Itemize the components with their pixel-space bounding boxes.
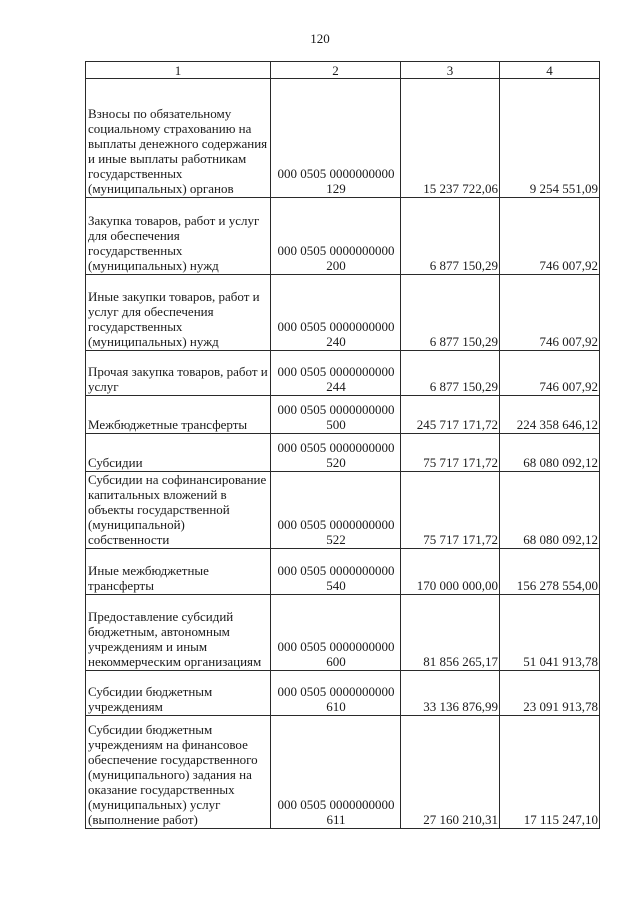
code-expense-type: 129 <box>326 181 346 196</box>
code-expense-type: 610 <box>326 699 346 714</box>
row-name: Взносы по обязательному социальному страхованию на выплаты денежного содержания и иные выплаты работникам государственных (муниципальных) органов <box>86 79 271 198</box>
code-expense-type: 244 <box>326 379 346 394</box>
row-value-col4: 68 080 092,12 <box>500 472 600 549</box>
table-row <box>86 79 600 198</box>
table-row <box>86 595 600 671</box>
code-classifier: 000 0505 0000000000 <box>277 440 395 455</box>
row-value-col3: 81 856 265,17 <box>401 595 500 671</box>
table-row <box>86 198 600 275</box>
row-value-col3: 170 000 000,00 <box>401 549 500 595</box>
code-classifier: 000 0505 0000000000 <box>277 684 395 699</box>
code-classifier: 000 0505 0000000000 <box>277 402 395 417</box>
row-code <box>271 549 401 595</box>
row-value-col3: 245 717 171,72 <box>401 396 500 434</box>
table-row <box>86 671 600 716</box>
row-value-col4: 746 007,92 <box>500 198 600 275</box>
code-expense-type: 611 <box>326 812 346 827</box>
row-code <box>271 351 401 396</box>
row-name: Предоставление субсидий бюджетным, автономным учреждениям и иным некоммерческим организациям <box>86 595 271 671</box>
row-value-col4: 746 007,92 <box>500 275 600 351</box>
code-expense-type: 200 <box>326 258 346 273</box>
row-value-col3: 6 877 150,29 <box>401 351 500 396</box>
row-value-col3: 75 717 171,72 <box>401 472 500 549</box>
row-name: Иные межбюджетные трансферты <box>86 549 271 595</box>
code-classifier: 000 0505 0000000000 <box>277 319 395 334</box>
row-value-col3: 15 237 722,06 <box>401 79 500 198</box>
row-value-col4: 746 007,92 <box>500 351 600 396</box>
budget-table-body <box>86 62 600 829</box>
row-code <box>271 595 401 671</box>
row-value-col3: 6 877 150,29 <box>401 275 500 351</box>
row-value-col3: 33 136 876,99 <box>401 671 500 716</box>
row-code <box>271 472 401 549</box>
row-value-col4: 224 358 646,12 <box>500 396 600 434</box>
row-code <box>271 275 401 351</box>
code-classifier: 000 0505 0000000000 <box>277 166 395 181</box>
row-code <box>271 434 401 472</box>
row-name: Закупка товаров, работ и услуг для обеспечения государственных (муниципальных) нужд <box>86 198 271 275</box>
code-expense-type: 240 <box>326 334 346 349</box>
row-value-col4: 68 080 092,12 <box>500 434 600 472</box>
row-code <box>271 716 401 829</box>
column-header: 2 <box>271 62 401 79</box>
row-name: Иные закупки товаров, работ и услуг для обеспечения государственных (муниципальных) нужд <box>86 275 271 351</box>
row-value-col3: 27 160 210,31 <box>401 716 500 829</box>
row-name: Прочая закупка товаров, работ и услуг <box>86 351 271 396</box>
row-code <box>271 671 401 716</box>
row-value-col3: 6 877 150,29 <box>401 198 500 275</box>
row-value-col4: 17 115 247,10 <box>500 716 600 829</box>
code-classifier: 000 0505 0000000000 <box>277 563 395 578</box>
code-expense-type: 520 <box>326 455 346 470</box>
code-expense-type: 600 <box>326 654 346 669</box>
code-classifier: 000 0505 0000000000 <box>277 639 395 654</box>
row-name: Межбюджетные трансферты <box>86 396 271 434</box>
table-row <box>86 549 600 595</box>
row-name: Субсидии <box>86 434 271 472</box>
row-name: Субсидии бюджетным учреждениям <box>86 671 271 716</box>
row-value-col4: 156 278 554,00 <box>500 549 600 595</box>
table-row <box>86 716 600 829</box>
row-code <box>271 396 401 434</box>
row-value-col4: 23 091 913,78 <box>500 671 600 716</box>
budget-table <box>85 61 600 829</box>
row-value-col3: 75 717 171,72 <box>401 434 500 472</box>
code-classifier: 000 0505 0000000000 <box>277 517 395 532</box>
row-value-col4: 51 041 913,78 <box>500 595 600 671</box>
row-code <box>271 79 401 198</box>
code-classifier: 000 0505 0000000000 <box>277 243 395 258</box>
code-classifier: 000 0505 0000000000 <box>277 797 395 812</box>
code-expense-type: 540 <box>326 578 346 593</box>
code-expense-type: 500 <box>326 417 346 432</box>
column-header: 1 <box>86 62 271 79</box>
table-row <box>86 472 600 549</box>
column-header: 4 <box>500 62 600 79</box>
code-classifier: 000 0505 0000000000 <box>277 364 395 379</box>
code-expense-type: 522 <box>326 532 346 547</box>
page-number: 120 <box>310 31 330 46</box>
table-row <box>86 275 600 351</box>
table-row <box>86 396 600 434</box>
column-header: 3 <box>401 62 500 79</box>
table-row <box>86 434 600 472</box>
row-name: Субсидии бюджетным учреждениям на финансовое обеспечение государственного (муниципального) задания на оказание государственных (муниципальных) услуг (выполнение работ) <box>86 716 271 829</box>
table-header-row <box>86 62 600 79</box>
row-value-col4: 9 254 551,09 <box>500 79 600 198</box>
table-row <box>86 351 600 396</box>
row-code <box>271 198 401 275</box>
row-name: Субсидии на софинансирование капитальных вложений в объекты государственной (муниципальной) собственности <box>86 472 271 549</box>
